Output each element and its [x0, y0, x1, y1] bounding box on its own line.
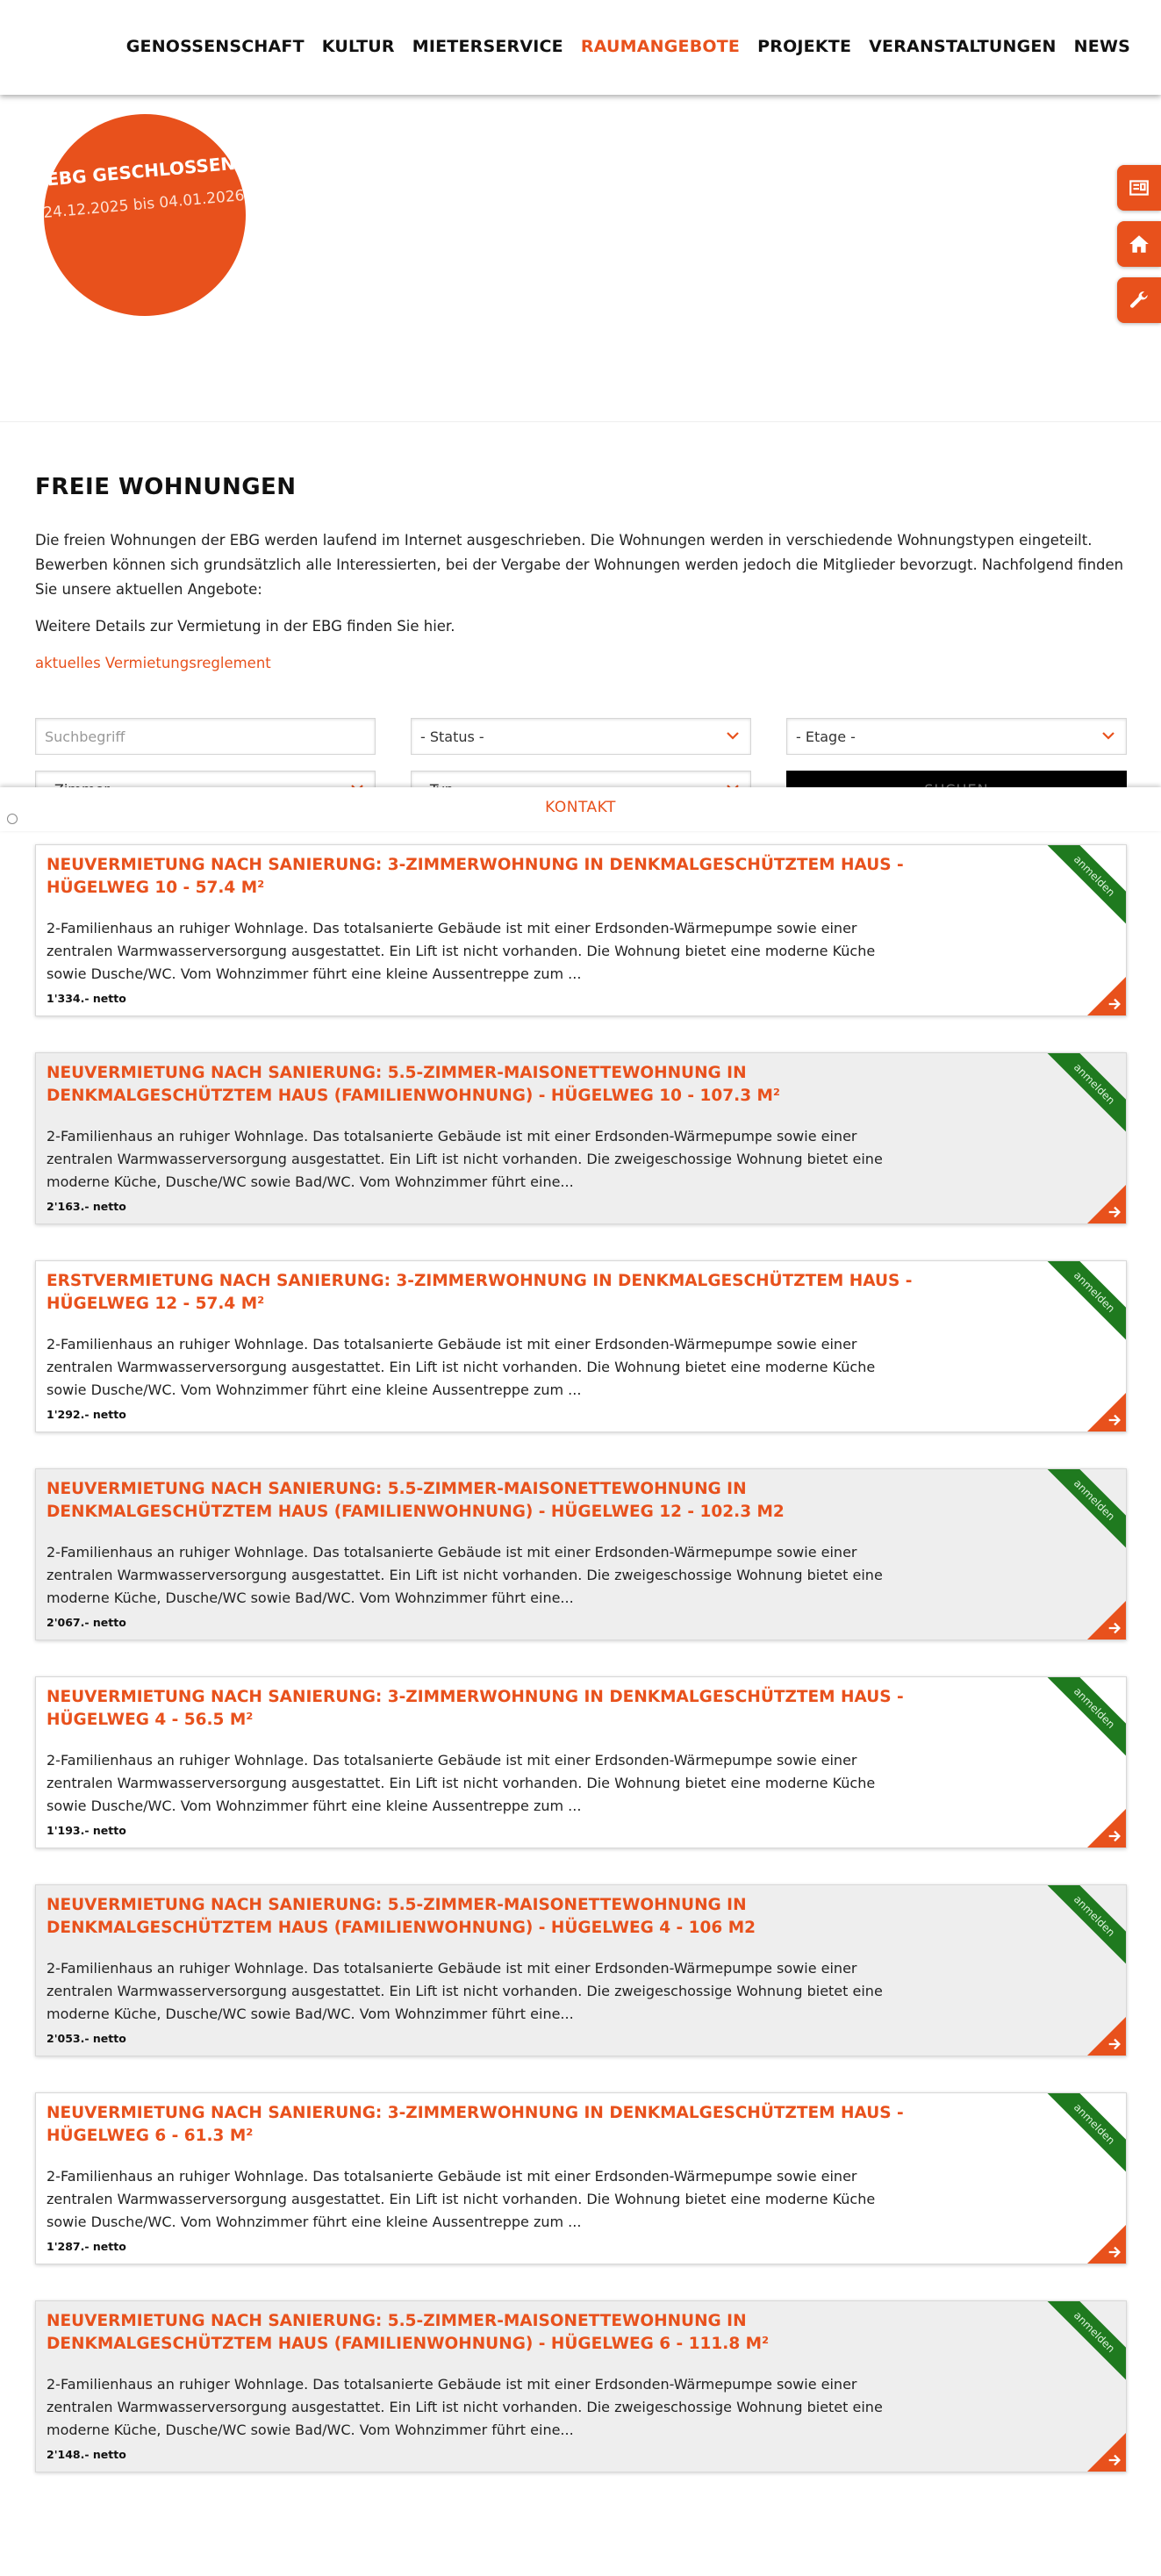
status-select-value: - Status -	[420, 728, 484, 745]
arrow-right-icon	[1107, 2244, 1122, 2260]
main-nav	[126, 37, 1130, 56]
nav-item-mieterservice[interactable]: MIETERSERVICE	[412, 37, 563, 56]
listing-description: 2-Familienhaus an ruhiger Wohnlage. Das totalsanierte Gebäude ist mit einer Erdsonden-Wärmepumpe sowie einer zentralen Warmwasserversorgung ausgestattet. Ein Lift ist nicht vorhanden. Die Wohnung bietet eine moderne Küche sowie Dusche/WC. Vom Wohnzimmer führt eine kleine Aussentreppe zum ...	[47, 1752, 876, 1814]
listing-price: 1'193.- netto	[47, 1824, 126, 1837]
arrow-right-icon	[1107, 1412, 1122, 1428]
listing-price: 1'292.- netto	[47, 1408, 126, 1421]
listing-card[interactable]	[35, 844, 1127, 1016]
anmelden-ribbon[interactable]: anmelden	[1043, 844, 1127, 928]
listing-description: 2-Familienhaus an ruhiger Wohnlage. Das totalsanierte Gebäude ist mit einer Erdsonden-Wärmepumpe sowie einer zentralen Warmwasserversorgung ausgestattet. Ein Lift ist nicht vorhanden. Die Wohnung bietet eine moderne Küche sowie Dusche/WC. Vom Wohnzimmer führt eine kleine Aussentreppe zum ...	[47, 2168, 876, 2230]
nav-item-veranstaltungen[interactable]: VERANSTALTUNGEN	[869, 37, 1057, 56]
arrow-right-icon	[1107, 996, 1122, 1012]
listing-price: 1'334.- netto	[47, 992, 126, 1005]
listing-title[interactable]: NEUVERMIETUNG NACH SANIERUNG: 3-ZIMMERWOHNUNG IN DENKMALGESCHÜTZTEM HAUS - HÜGELWEG 4 - 56.5 M²	[47, 1688, 904, 1729]
arrow-right-icon	[1107, 1620, 1122, 1636]
listing-price: 2'163.- netto	[47, 1200, 126, 1213]
home-icon	[1128, 233, 1150, 255]
listing-card[interactable]	[35, 1676, 1127, 1848]
side-tabs	[1117, 165, 1161, 334]
listing-description: 2-Familienhaus an ruhiger Wohnlage. Das totalsanierte Gebäude ist mit einer Erdsonden-Wärmepumpe sowie einer zentralen Warmwasserversorgung ausgestattet. Ein Lift ist nicht vorhanden. Die zweigeschossige Wohnung bietet eine moderne Küche, Dusche/WC sowie Bad/WC. Vom Wohnzimmer führt eine...	[47, 1128, 883, 1190]
side-tab-home[interactable]	[1117, 221, 1161, 267]
status-select[interactable]	[411, 718, 751, 755]
rental-regulations-link[interactable]: aktuelles Vermietungsreglement	[35, 655, 271, 671]
nav-item-projekte[interactable]: PROJEKTE	[757, 37, 852, 56]
top-navigation-bar	[0, 0, 1161, 95]
listing-title[interactable]: NEUVERMIETUNG NACH SANIERUNG: 5.5-ZIMMER-MAISONETTEWOHNUNG IN DENKMALGESCHÜTZTEM HAUS (FAMILIENWOHNUNG) - HÜGELWEG 12 - 102.3 M2	[47, 1480, 785, 1521]
listing-price: 2'148.- netto	[47, 2448, 126, 2461]
anmelden-ribbon[interactable]: anmelden	[1043, 2092, 1127, 2176]
main-content	[35, 474, 1127, 671]
listing-description: 2-Familienhaus an ruhiger Wohnlage. Das totalsanierte Gebäude ist mit einer Erdsonden-Wärmepumpe sowie einer zentralen Warmwasserversorgung ausgestattet. Ein Lift ist nicht vorhanden. Die Wohnung bietet eine moderne Küche sowie Dusche/WC. Vom Wohnzimmer führt eine kleine Aussentreppe zum ...	[47, 920, 876, 982]
closure-badge-dates: 24.12.2025 bis 04.01.2026	[42, 187, 246, 223]
nav-item-genossenschaft[interactable]: GENOSSENSCHAFT	[125, 37, 305, 56]
closure-badge	[35, 105, 254, 324]
anmelden-ribbon[interactable]: anmelden	[1043, 1052, 1127, 1136]
nav-item-kultur[interactable]: KULTUR	[321, 37, 395, 56]
listing-list	[35, 844, 1127, 2508]
section-divider	[0, 421, 1161, 422]
listing-price: 1'287.- netto	[47, 2240, 126, 2253]
side-tab-news[interactable]	[1117, 165, 1161, 211]
listing-title[interactable]: ERSTVERMIETUNG NACH SANIERUNG: 3-ZIMMERWOHNUNG IN DENKMALGESCHÜTZTEM HAUS - HÜGELWEG 12 - 57.4 M²	[47, 1272, 913, 1313]
etage-select-value: - Etage -	[796, 728, 856, 745]
listing-card[interactable]	[35, 1884, 1127, 2056]
arrow-right-icon	[1107, 2036, 1122, 2052]
listing-card[interactable]	[35, 1260, 1127, 1432]
arrow-right-icon	[1107, 1204, 1122, 1220]
nav-item-news[interactable]: NEWS	[1073, 37, 1130, 56]
listing-card[interactable]	[35, 1052, 1127, 1224]
listing-title[interactable]: NEUVERMIETUNG NACH SANIERUNG: 3-ZIMMERWOHNUNG IN DENKMALGESCHÜTZTEM HAUS - HÜGELWEG 6 - 61.3 M²	[47, 2104, 904, 2145]
listing-title[interactable]: NEUVERMIETUNG NACH SANIERUNG: 5.5-ZIMMER-MAISONETTEWOHNUNG IN DENKMALGESCHÜTZTEM HAUS (FAMILIENWOHNUNG) - HÜGELWEG 6 - 111.8 M²	[47, 2312, 770, 2353]
listing-title[interactable]: NEUVERMIETUNG NACH SANIERUNG: 5.5-ZIMMER-MAISONETTEWOHNUNG IN DENKMALGESCHÜTZTEM HAUS (FAMILIENWOHNUNG) - HÜGELWEG 4 - 106 M2	[47, 1896, 756, 1937]
circle-icon	[7, 814, 18, 824]
side-tab-service[interactable]	[1117, 277, 1161, 323]
listing-card[interactable]	[35, 2300, 1127, 2472]
listing-title[interactable]: NEUVERMIETUNG NACH SANIERUNG: 3-ZIMMERWOHNUNG IN DENKMALGESCHÜTZTEM HAUS - HÜGELWEG 10 - 57.4 M²	[47, 856, 904, 897]
newspaper-icon	[1128, 176, 1150, 199]
listing-description: 2-Familienhaus an ruhiger Wohnlage. Das totalsanierte Gebäude ist mit einer Erdsonden-Wärmepumpe sowie einer zentralen Warmwasserversorgung ausgestattet. Ein Lift ist nicht vorhanden. Die zweigeschossige Wohnung bietet eine moderne Küche, Dusche/WC sowie Bad/WC. Vom Wohnzimmer führt eine...	[47, 1544, 883, 1606]
anmelden-ribbon[interactable]: anmelden	[1043, 1260, 1127, 1344]
kontakt-bar	[0, 787, 1161, 831]
listing-card[interactable]	[35, 1468, 1127, 1640]
closure-badge-title: EBG GESCHLOSSEN	[46, 152, 237, 190]
chevron-down-icon	[1100, 727, 1117, 744]
listing-description: 2-Familienhaus an ruhiger Wohnlage. Das totalsanierte Gebäude ist mit einer Erdsonden-Wärmepumpe sowie einer zentralen Warmwasserversorgung ausgestattet. Ein Lift ist nicht vorhanden. Die Wohnung bietet eine moderne Küche sowie Dusche/WC. Vom Wohnzimmer führt eine kleine Aussentreppe zum ...	[47, 1336, 876, 1398]
arrow-right-icon	[1107, 1828, 1122, 1844]
anmelden-ribbon[interactable]: anmelden	[1043, 1884, 1127, 1968]
listing-description: 2-Familienhaus an ruhiger Wohnlage. Das totalsanierte Gebäude ist mit einer Erdsonden-Wärmepumpe sowie einer zentralen Warmwasserversorgung ausgestattet. Ein Lift ist nicht vorhanden. Die zweigeschossige Wohnung bietet eine moderne Küche, Dusche/WC sowie Bad/WC. Vom Wohnzimmer führt eine...	[47, 2376, 883, 2438]
nav-item-raumangebote[interactable]: RAUMANGEBOTE	[580, 37, 741, 56]
chevron-down-icon	[724, 727, 742, 744]
listing-price: 2'053.- netto	[47, 2032, 126, 2045]
listing-price: 2'067.- netto	[47, 1616, 126, 1629]
kontakt-link[interactable]: KONTAKT	[545, 799, 616, 816]
listing-title[interactable]: NEUVERMIETUNG NACH SANIERUNG: 5.5-ZIMMER-MAISONETTEWOHNUNG IN DENKMALGESCHÜTZTEM HAUS (FAMILIENWOHNUNG) - HÜGELWEG 10 - 107.3 M²	[47, 1064, 781, 1105]
listing-card[interactable]	[35, 2092, 1127, 2264]
etage-select[interactable]	[786, 718, 1127, 755]
anmelden-ribbon[interactable]: anmelden	[1043, 1468, 1127, 1552]
more-details-text: Weitere Details zur Vermietung in der EBG finden Sie hier.	[35, 618, 455, 635]
anmelden-ribbon[interactable]: anmelden	[1043, 2300, 1127, 2384]
listing-description: 2-Familienhaus an ruhiger Wohnlage. Das totalsanierte Gebäude ist mit einer Erdsonden-Wärmepumpe sowie einer zentralen Warmwasserversorgung ausgestattet. Ein Lift ist nicht vorhanden. Die zweigeschossige Wohnung bietet eine moderne Küche, Dusche/WC sowie Bad/WC. Vom Wohnzimmer führt eine...	[47, 1960, 883, 2022]
intro-text: Die freien Wohnungen der EBG werden laufend im Internet ausgeschrieben. Die Wohnungen werden in verschiedende Wohnungstypen eingeteilt. Bewerben können sich grundsätzlich alle Interessierten, bei der Vergabe der Wohnungen werden jedoch die Mitglieder bevorzugt. Nachfolgend finden Sie unsere aktuellen Angebote:	[35, 532, 1124, 598]
search-input[interactable]: Suchbegriff	[35, 718, 376, 755]
page-title: FREIE WOHNUNGEN	[35, 474, 297, 500]
arrow-right-icon	[1107, 2452, 1122, 2468]
wrench-icon	[1128, 289, 1150, 312]
anmelden-ribbon[interactable]: anmelden	[1043, 1676, 1127, 1760]
